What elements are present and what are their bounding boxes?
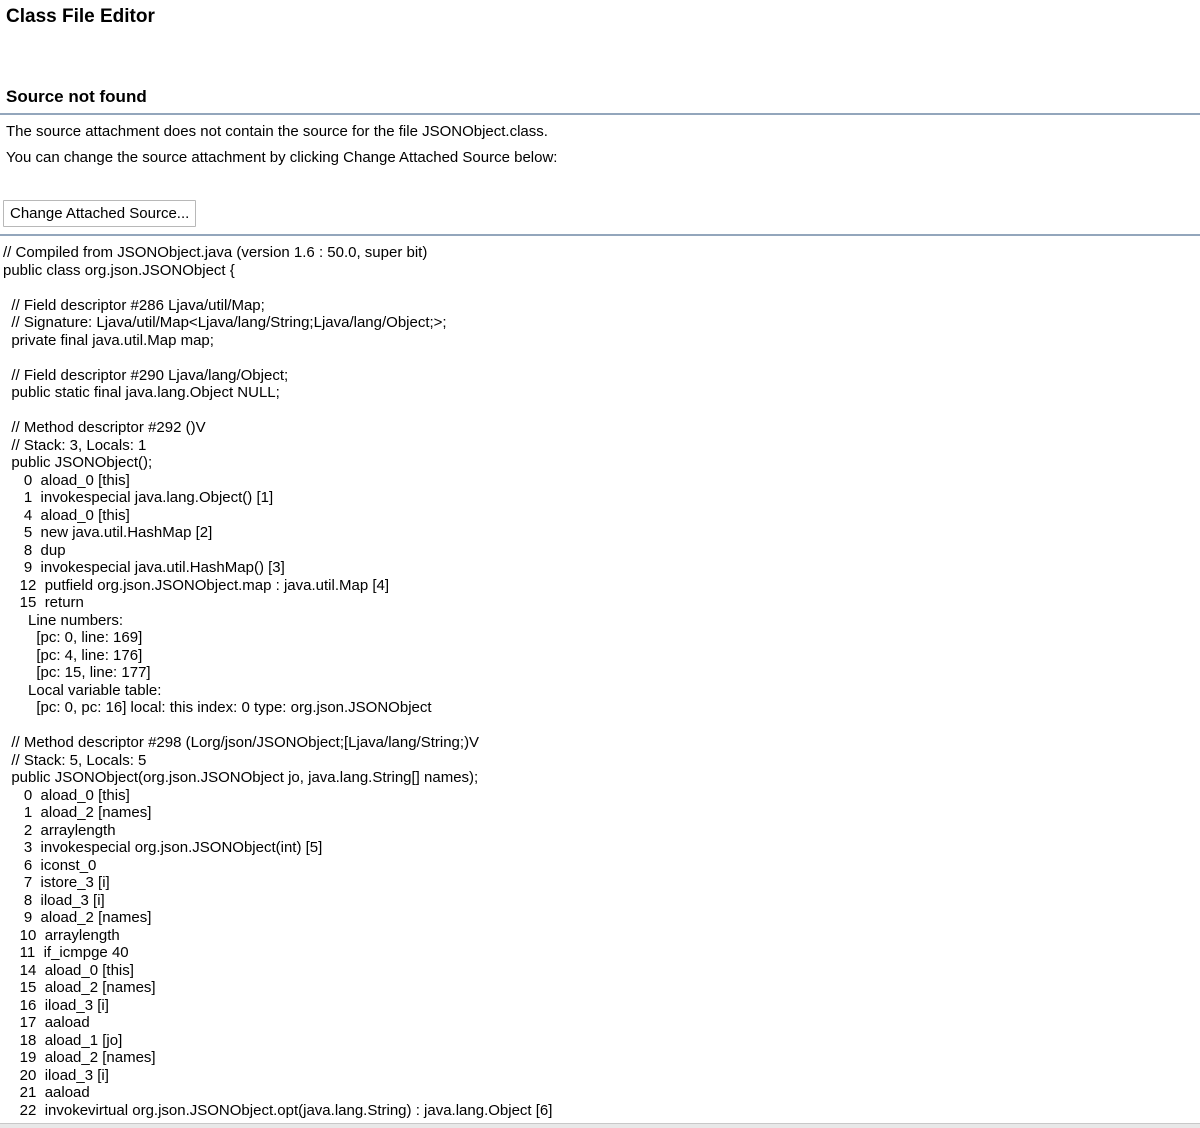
- code-line: [pc: 4, line: 176]: [3, 646, 143, 664]
- code-line: 21 aaload: [3, 1084, 90, 1101]
- code-line: [3, 717, 1193, 735]
- code-line: 1 invokespecial java.lang.Object() [1]: [3, 489, 274, 506]
- code-line: // Method descriptor #292 ()V: [3, 419, 206, 436]
- code-line: [3, 402, 1193, 420]
- code-line: private final java.util.Map map;: [3, 331, 214, 349]
- code-line: 5 new java.util.HashMap [2]: [3, 524, 213, 541]
- source-message-line-1: The source attachment does not contain the source for the file JSONObject.class.: [6, 123, 548, 140]
- code-line: // Signature: Ljava/util/Map<Ljava/lang/String;Ljava/lang/Object;>;: [3, 314, 447, 331]
- section-header-label: Source not found: [6, 87, 147, 106]
- code-line: 3 invokespecial org.json.JSONObject(int) [5]: [3, 839, 323, 856]
- code-line: // Compiled from JSONObject.java (version 1.6 : 50.0, super bit): [3, 244, 428, 261]
- code-line: // Field descriptor #290 Ljava/lang/Object;: [3, 366, 289, 384]
- code-line: 17 aaload: [3, 1014, 90, 1031]
- code-line: 15 aload_2 [names]: [3, 979, 156, 996]
- code-line: 18 aload_1 [jo]: [3, 1031, 123, 1049]
- code-line: // Stack: 3, Locals: 1: [3, 436, 147, 454]
- code-line: 15 return: [3, 594, 84, 611]
- code-line: 6 iconst_0: [3, 856, 97, 874]
- code-line: 0 aload_0 [this]: [3, 786, 130, 804]
- editor-title: Class File Editor: [6, 6, 155, 27]
- disassembled-code-area[interactable]: [3, 244, 1193, 1119]
- code-line: // Method descriptor #298 (Lorg/json/JSONObject;[Ljava/lang/String;)V: [3, 734, 480, 751]
- code-line: 0 aload_0 [this]: [3, 471, 130, 489]
- code-line: 12 putfield org.json.JSONObject.map : java.util.Map [4]: [3, 576, 390, 594]
- code-line: 11 if_icmpge 40: [3, 944, 129, 961]
- code-line: 19 aload_2 [names]: [3, 1049, 156, 1066]
- change-attached-source-button[interactable]: Change Attached Source...: [3, 200, 196, 227]
- code-line: 14 aload_0 [this]: [3, 961, 134, 979]
- code-line: 22 invokevirtual org.json.JSONObject.opt(java.lang.String) : java.lang.Object [6]: [3, 1101, 553, 1119]
- code-line: [pc: 0, line: 169]: [3, 629, 143, 646]
- code-line: 1 aload_2 [names]: [3, 804, 152, 821]
- code-line: [3, 349, 1193, 367]
- code-line: public JSONObject();: [3, 454, 153, 471]
- code-line: 10 arraylength: [3, 926, 120, 944]
- code-line: // Field descriptor #286 Ljava/util/Map;: [3, 296, 265, 314]
- code-line: [3, 279, 1193, 297]
- code-line: 7 istore_3 [i]: [3, 874, 110, 891]
- source-message-line-2: You can change the source attachment by clicking Change Attached Source below:: [6, 149, 558, 166]
- code-line: public class org.json.JSONObject {: [3, 261, 235, 279]
- code-line: 16 iload_3 [i]: [3, 996, 109, 1014]
- code-line: 20 iload_3 [i]: [3, 1066, 109, 1084]
- code-line: 9 invokespecial java.util.HashMap() [3]: [3, 559, 285, 576]
- code-line: 9 aload_2 [names]: [3, 909, 152, 926]
- source-not-found-header: [0, 86, 1200, 115]
- code-line: Line numbers:: [3, 611, 124, 629]
- code-line: Local variable table:: [3, 681, 162, 699]
- code-line: [pc: 15, line: 177]: [3, 664, 151, 681]
- code-line: 8 iload_3 [i]: [3, 891, 105, 909]
- code-line: 2 arraylength: [3, 821, 116, 839]
- code-divider: [0, 234, 1200, 236]
- code-line: public JSONObject(org.json.JSONObject jo, java.lang.String[] names);: [3, 769, 479, 786]
- code-line: [pc: 0, pc: 16] local: this index: 0 type: org.json.JSONObject: [3, 699, 432, 716]
- code-line: // Stack: 5, Locals: 5: [3, 751, 147, 769]
- bottom-edge: [0, 1123, 1200, 1128]
- code-line: 8 dup: [3, 541, 66, 559]
- code-line: public static final java.lang.Object NULL;: [3, 384, 280, 401]
- code-line: 4 aload_0 [this]: [3, 506, 130, 524]
